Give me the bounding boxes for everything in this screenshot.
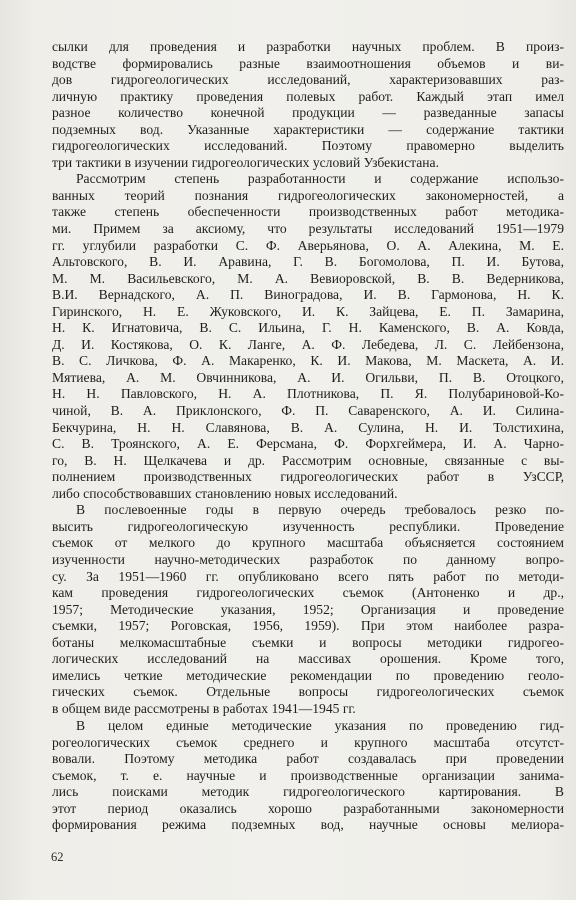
page-number: 62 [51, 850, 64, 864]
text-line: изученности научно-методических разработок по данному вопро- [52, 551, 564, 567]
text-line: либо способствовавших становлению новых исследований. [52, 485, 398, 501]
text-line: Рассмотрим степень разработанности и содержание использо- [76, 171, 564, 187]
text-line: также степень обеспеченности производственных работ методика- [52, 204, 564, 220]
text-line: гидрогеологических исследований. Поэтому правомерно выделить [52, 138, 564, 154]
text-line: Гиринского, Н. Е. Жуковского, И. К. Зайцева, Е. П. Замарина, [52, 303, 564, 319]
text-line: Бекчурина, Н. Н. Славянова, В. А. Сулина, Н. И. Толстихина, [52, 419, 564, 435]
text-line: В целом единые методические указания по проведению гид- [76, 718, 564, 733]
text-line: 1957; Методические указания, 1952; Организация и проведение [52, 601, 564, 617]
text-line: В послевоенные годы в первую очередь требовалось резко по- [76, 502, 564, 518]
text-line: С. В. Троянского, А. Е. Ферсмана, Ф. Форхгеймера, И. А. Чарно- [52, 436, 564, 452]
text-line: рогеологических съемок среднего и крупного масштаба отсутст- [52, 734, 564, 750]
text-line: Н. К. Игнатовича, В. С. Ильина, Г. Н. Каменского, В. А. Ковда, [52, 320, 564, 336]
text-line: полнением производственных гидрогеологических работ в УзССР, [52, 469, 564, 485]
text-line: Альтовского, В. И. Аравина, Г. В. Богомолова, П. И. Бутова, [52, 254, 564, 270]
text-line: логических исследований на массивах орошения. Кроме того, [52, 651, 564, 667]
text-line: гг. углубили разработки С. Ф. Аверьянова, О. А. Алекина, М. Е. [52, 237, 564, 253]
text-block-continuation [52, 718, 564, 834]
text-line: В. С. Личкова, Ф. А. Макаренко, К. И. Макова, М. Маскета, А. И. [52, 353, 564, 369]
text-line: личную практику проведения полевых работ. Каждый этап имел [52, 88, 564, 104]
text-line: три тактики в изучении гидрогеологических условий Узбекистана. [52, 154, 439, 170]
text-line: Н. Н. Павловского, Н. А. Плотникова, П. Я. Полубариновой-Ко- [52, 386, 564, 402]
text-line: дов гидрогеологических исследований, характеризовавших раз- [52, 72, 564, 88]
text-line: Д. И. Костякова, О. К. Ланге, А. Ф. Лебедева, Л. С. Лейбензона, [52, 336, 564, 352]
text-line: лись поисками методик гидрогеологического картирования. В [52, 784, 564, 800]
text-line: гических съемок. Отдельные вопросы гидрогеологических съемок [52, 684, 564, 700]
text-line: имелись четкие методические рекомендации по проведению геоло- [52, 667, 564, 683]
text-line: сылки для проведения и разработки научных проблем. В произ- [52, 39, 564, 54]
text-line: чиной, В. А. Приклонского, Ф. П. Саваренского, А. И. Силина- [52, 403, 564, 419]
text-line: ванных теорий познания гидрогеологических закономерностей, а [52, 187, 564, 203]
text-line: вовали. Поэтому методика работ создавалась при проведении [52, 751, 564, 767]
text-line: ми. Примем за аксиому, что результаты исследований 1951—1979 [52, 221, 564, 237]
text-line: кам проведения гидрогеологических съемок (Антоненко и др., [52, 585, 564, 601]
text-line: этот период оказались хорошо разработанными закономерности [52, 800, 564, 816]
text-line: ботаны мелкомасштабные съемки и вопросы методики гидрогео- [52, 634, 564, 650]
text-line: В.И. Вернадского, А. П. Виноградова, И. В. Гармонова, Н. К. [52, 287, 564, 303]
text-line: подземных вод. Указанные характеристики — содержание тактики [52, 121, 564, 137]
text-line: М. М. Васильевского, М. А. Вевиоровской, В. В. Ведерникова, [52, 270, 564, 286]
text-line: су. За 1951—1960 гг. опубликовано всего пять работ по методи- [52, 568, 564, 584]
text-line: водстве формировались разные взаимоотношения объемов и ви- [52, 55, 564, 71]
text-line: съемок, т. е. научные и производственные организации занима- [52, 767, 564, 783]
text-line: высить гидрогеологическую изученность республики. Проведение [52, 518, 564, 534]
text-line: съемки, 1957; Роговская, 1956, 1959). При этом наиболее разра- [52, 618, 564, 634]
text-line: Мятиева, А. М. Овчинникова, А. И. Огильви, П. В. Отоцкого, [52, 369, 564, 385]
text-line: формирования режима подземных вод, научные основы мелиора- [52, 817, 564, 833]
text-block-main [52, 39, 564, 717]
text-line: го, В. Н. Щелкачева и др. Рассмотрим основные, связанные с вы- [52, 452, 564, 468]
text-line: разное количество конечной продукции — разведанные запасы [52, 105, 564, 121]
text-line: в общем виде рассмотрены в работах 1941—1945 гг. [52, 700, 356, 716]
text-line: съемок от мелкого до крупного масштаба объясняется состоянием [52, 535, 564, 551]
